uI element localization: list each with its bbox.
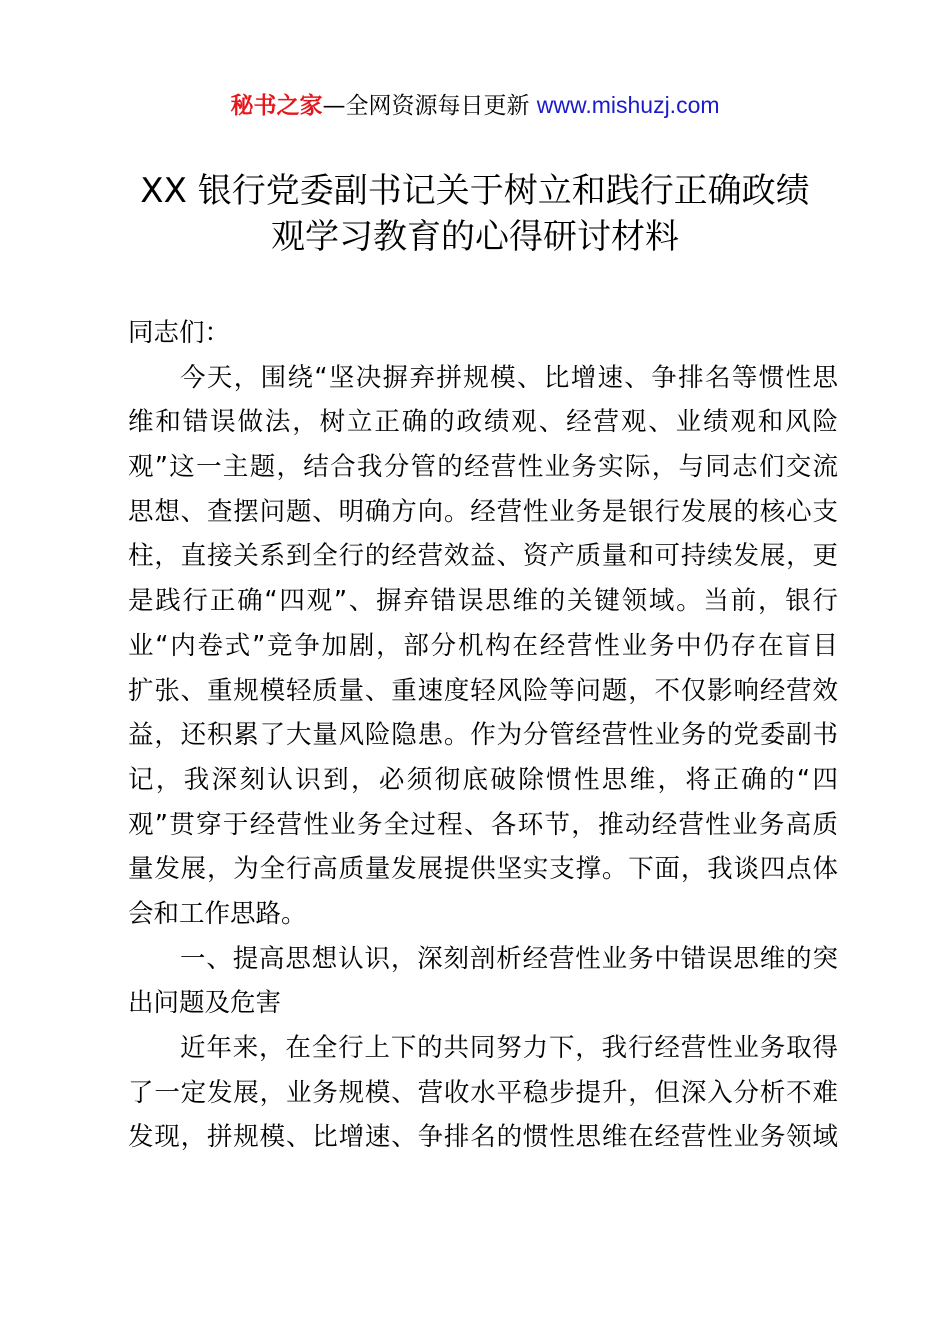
document-title: [0, 168, 950, 260]
paragraph-line: 会和工作思路。: [128, 898, 307, 929]
site-url-link[interactable]: www.mishuzj.com: [536, 92, 720, 118]
paragraph-analysis: [128, 1026, 838, 1160]
paragraph-line: 观”这一主题，结合我分管的经营性业务实际，与同志们交流: [128, 452, 838, 483]
paragraph-line: 发现，拼规模、比增速、争排名的惯性思维在经营性业务领域: [128, 1122, 838, 1153]
paragraph-intro: [128, 356, 838, 937]
title-line: XX 银行党委副书记关于树立和践行正确政绩: [140, 171, 810, 211]
heading-line: 出问题及危害: [128, 988, 282, 1019]
paragraph-line: 观”贯穿于经营性业务全过程、各环节，推动经营性业务高质: [128, 809, 838, 840]
site-header: [0, 88, 950, 123]
paragraph-line: 思想、查摆问题、明确方向。经营性业务是银行发展的核心支: [128, 496, 838, 527]
header-slogan: —全网资源每日更新: [322, 93, 530, 119]
paragraph-line: 了一定发展，业务规模、营收水平稳步提升，但深入分析不难: [128, 1077, 838, 1108]
paragraph-line: 扩张、重规模轻质量、重速度轻风险等问题，不仅影响经营效: [128, 675, 838, 706]
paragraph-line: 益，还积累了大量风险隐患。作为分管经营性业务的党委副书: [128, 720, 838, 751]
salutation: 同志们：: [128, 318, 231, 348]
title-line: 观学习教育的心得研讨材料: [271, 217, 679, 257]
heading-line: 一、提高思想认识，深刻剖析经营性业务中错误思维的突: [180, 943, 838, 974]
paragraph-line: 量发展，为全行高质量发展提供坚实支撑。下面，我谈四点体: [128, 854, 838, 885]
paragraph-line: 记，我深刻认识到，必须彻底破除惯性思维，将正确的“四: [128, 764, 838, 795]
paragraph-line: 近年来，在全行上下的共同努力下，我行经营性业务取得: [180, 1033, 838, 1063]
document-body: [128, 311, 838, 1160]
paragraph-line: 业“内卷式”竞争加剧，部分机构在经营性业务中仍存在盲目: [128, 630, 838, 661]
paragraph-line: 柱，直接关系到全行的经营效益、资产质量和可持续发展，更: [128, 541, 838, 572]
paragraph-line: 是践行正确“四观”、摒弃错误思维的关键领域。当前，银行: [128, 586, 838, 617]
paragraph-line: 今天，围绕“坚决摒弃拼规模、比增速、争排名等惯性思: [180, 362, 838, 393]
brand-name: 秘书之家: [230, 93, 323, 119]
section-heading-1: [128, 937, 838, 1026]
paragraph-line: 维和错误做法，树立正确的政绩观、经营观、业绩观和风险: [128, 407, 838, 438]
